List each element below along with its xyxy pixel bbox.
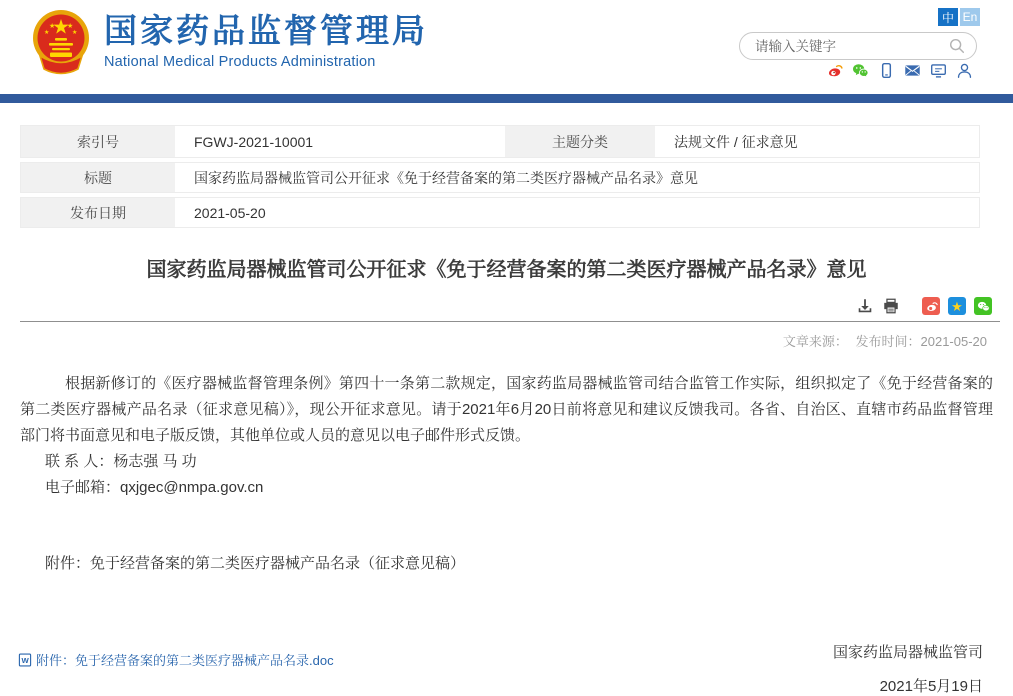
site-subtitle: National Medical Products Administration — [104, 54, 376, 70]
attachment-line: 附件：免于经营备案的第二类医疗器械产品名录（征求意见稿） — [45, 555, 466, 572]
date-value: 2021-05-20 — [175, 198, 979, 227]
print-icon[interactable] — [882, 297, 900, 315]
attachment-link-text: 附件：免于经营备案的第二类医疗器械产品名录.doc — [36, 653, 334, 668]
svg-text:★: ★ — [49, 23, 56, 30]
article-title: 国家药监局器械监管司公开征求《免于经营备案的第二类医疗器械产品名录》意见 — [146, 259, 867, 281]
download-icon[interactable] — [856, 297, 874, 315]
wechat-icon[interactable] — [852, 62, 869, 79]
svg-text:W: W — [21, 655, 29, 665]
site-title: 国家药品监督管理局 — [104, 12, 428, 49]
mail-icon[interactable] — [904, 62, 921, 79]
svg-text:★: ★ — [72, 30, 78, 36]
lang-zh-button[interactable]: 中 — [938, 8, 958, 26]
page-content — [0, 125, 1013, 696]
email-line: 电子邮箱：qxjgec@nmpa.gov.cn — [45, 479, 264, 496]
lang-en-button[interactable]: En — [960, 8, 980, 26]
svg-text:★: ★ — [67, 23, 74, 30]
search-icon[interactable] — [948, 37, 966, 55]
article-paragraph: 根据新修订的《医疗器械监督管理条例》第四十一条第二款规定，国家药监局器械监管司结合监管工作实际，组织拟定了《免于经营备案的第二类医疗器械产品名录（征求意见稿）》，现公开征求意见。请于2021年6月20日前将意见和建议反馈我司。各省、自治区、直辖市药品监督管理部门将书面意见和电子版反馈，其他单位或人员的意见以电子邮件形式反馈。 — [20, 375, 993, 444]
social-links — [826, 62, 973, 79]
date-label: 发布日期 — [21, 198, 175, 227]
search-input[interactable] — [755, 39, 948, 54]
title-value: 国家药监局器械监管司公开征求《免于经营备案的第二类医疗器械产品名录》意见 — [175, 163, 979, 192]
article-meta — [20, 331, 993, 350]
title-label: 标题 — [21, 163, 175, 192]
article-body — [20, 371, 993, 577]
share-weibo-icon[interactable] — [922, 297, 940, 315]
signature-date: 2021年5月19日 — [879, 678, 983, 695]
word-doc-icon — [18, 653, 32, 667]
table-row — [20, 197, 980, 228]
share-qzone-icon[interactable]: ★ — [948, 297, 966, 315]
table-row — [20, 162, 980, 193]
article-source: 文章来源： — [782, 334, 848, 349]
attachment-download-link[interactable] — [18, 650, 334, 669]
category-value: 法规文件 / 征求意见 — [655, 126, 979, 157]
national-emblem-logo[interactable] — [28, 7, 94, 77]
mobile-icon[interactable] — [878, 62, 895, 79]
search-box — [739, 32, 977, 60]
category-label: 主题分类 — [505, 126, 655, 157]
user-icon[interactable] — [956, 62, 973, 79]
article-toolbar — [20, 297, 993, 315]
contact-line: 联 系 人：杨志强 马 功 — [45, 453, 197, 470]
share-wechat-icon[interactable] — [974, 297, 992, 315]
svg-text:★: ★ — [44, 30, 50, 36]
index-label: 索引号 — [21, 126, 175, 157]
article-publish-time: 发布时间：2021-05-20 — [855, 334, 987, 349]
weibo-icon[interactable] — [826, 62, 843, 79]
site-header — [0, 0, 1013, 94]
header-accent-bar — [0, 94, 1013, 103]
signature-department: 国家药监局器械监管司 — [832, 644, 983, 661]
index-value: FGWJ-2021-10001 — [175, 126, 505, 157]
title-divider — [20, 321, 1000, 322]
national-emblem-icon — [28, 7, 94, 77]
site-brand — [104, 13, 428, 70]
document-info-table — [20, 125, 980, 228]
table-row — [20, 125, 980, 158]
screen-icon[interactable] — [930, 62, 947, 79]
language-toggle — [938, 8, 980, 26]
